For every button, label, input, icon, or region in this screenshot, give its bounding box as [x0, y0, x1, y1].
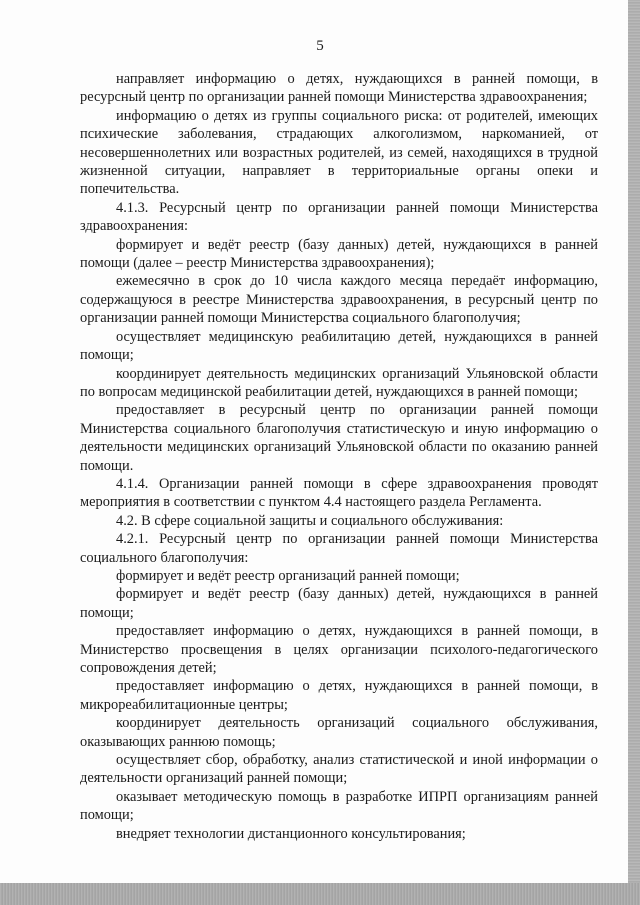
- paragraph: осуществляет медицинскую реабилитацию детей, нуждающихся в ранней помощи;: [80, 328, 598, 364]
- paragraph: информацию о детях из группы социального риска: от родителей, имеющих психические заболевания, страдающих алкоголизмом, наркоманией, от несовершеннолетних или возрастных родителей, из семей, находящихся в трудной жизненной ситуации, направляет в территориальные органы опеки и попечительства.: [80, 107, 598, 198]
- paragraph: формирует и ведёт реестр (базу данных) детей, нуждающихся в ранней помощи (далее – реестр Министерства здравоохранения);: [80, 236, 598, 272]
- paragraph: предоставляет в ресурсный центр по организации ранней помощи Министерства социального благополучия статистическую и иную информацию о деятельности медицинских организаций Ульяновской области по оказанию ранней помощи.: [80, 402, 598, 474]
- paragraph: координирует деятельность организаций социального обслуживания, оказывающих раннюю помощь;: [80, 715, 598, 750]
- scan-edge-right: [628, 0, 640, 905]
- section-heading: 4.1.3. Ресурсный центр по организации ранней помощи Министерства здравоохранения:: [80, 199, 598, 235]
- paragraph: предоставляет информацию о детях, нуждающихся в ранней помощи, в микрореабилитационные центры;: [80, 678, 598, 713]
- paragraph: ежемесячно в срок до 10 числа каждого месяца передаёт информацию, содержащуюся в реестре Министерства здравоохранения, в ресурсный центр по организации ранней помощи Министерства социального благополучия;: [80, 273, 598, 327]
- section-heading: 4.2.1. Ресурсный центр по организации ранней помощи Министерства социального благополучия:: [80, 531, 598, 566]
- paragraph: направляет информацию о детях, нуждающихся в ранней помощи, в ресурсный центр по организации ранней помощи Министерства здравоохранения;: [80, 71, 598, 106]
- paragraph: предоставляет информацию о детях, нуждающихся в ранней помощи, в Министерство просвещения в целях организации психолого-педагогического сопровождения детей;: [80, 623, 598, 676]
- document-body: [80, 70, 598, 843]
- section-heading: 4.1.4. Организации ранней помощи в сфере здравоохранения проводят мероприятия в соответствии с пунктом 4.4 настоящего раздела Регламента.: [80, 475, 598, 511]
- paragraph: координирует деятельность медицинских организаций Ульяновской области по вопросам медицинской реабилитации детей, нуждающихся в ранней помощи;: [80, 365, 598, 400]
- paragraph: формирует и ведёт реестр (базу данных) детей, нуждающихся в ранней помощи;: [80, 586, 598, 621]
- paragraph: осуществляет сбор, обработку, анализ статистической и иной информации о деятельности организаций ранней помощи;: [80, 752, 598, 787]
- page-number: 5: [316, 38, 324, 54]
- paragraph: формирует и ведёт реестр организаций ранней помощи;: [116, 567, 460, 584]
- paragraph: внедряет технологии дистанционного консультирования;: [116, 825, 466, 842]
- scan-edge-bottom: [0, 883, 640, 905]
- paragraph: оказывает методическую помощь в разработке ИПРП организациям ранней помощи;: [80, 788, 598, 824]
- section-heading: 4.2. В сфере социальной защиты и социального обслуживания:: [116, 512, 504, 529]
